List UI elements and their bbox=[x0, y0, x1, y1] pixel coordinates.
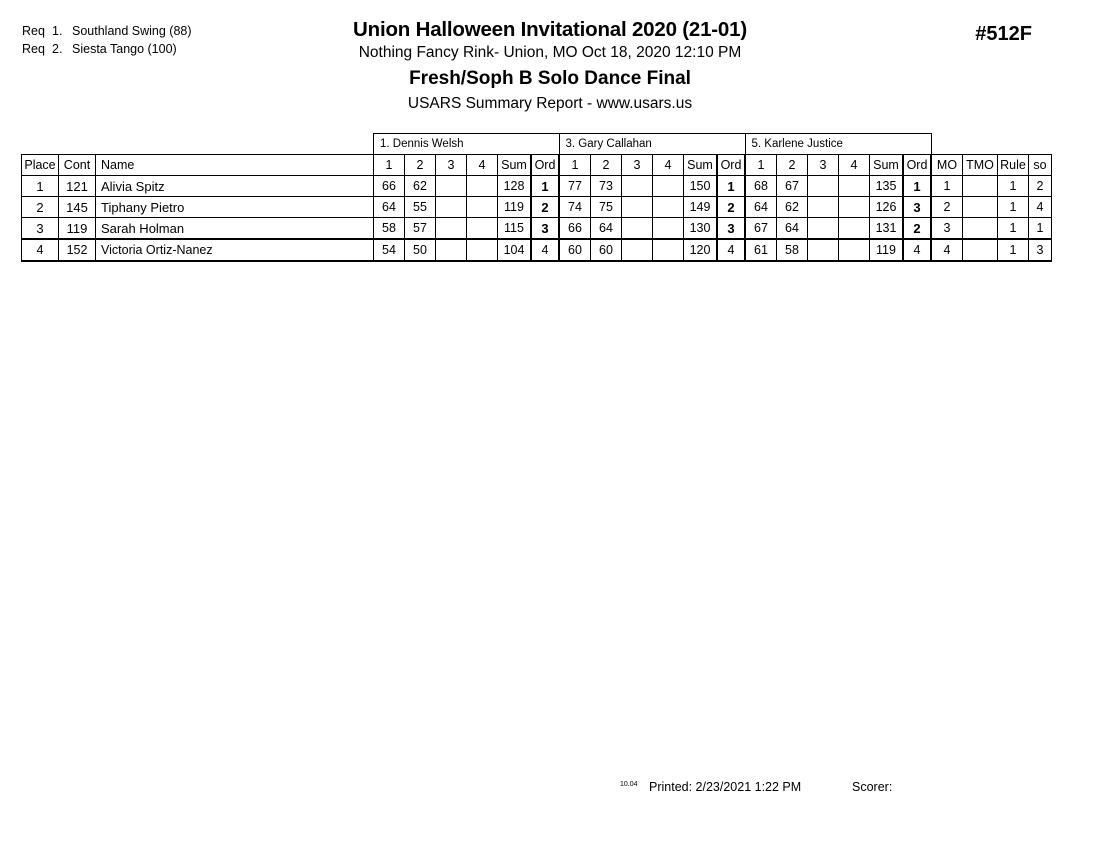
cell-so: 2 bbox=[1029, 176, 1052, 197]
cell-tmo bbox=[963, 239, 998, 261]
header-j1-dance3: 3 bbox=[436, 155, 467, 176]
judge-3-name: 5. Karlene Justice bbox=[745, 134, 931, 155]
cell-place: 3 bbox=[22, 218, 59, 240]
cell-j1-d3 bbox=[436, 239, 467, 261]
cell-j1-d2: 57 bbox=[405, 218, 436, 240]
cell-so: 3 bbox=[1029, 239, 1052, 261]
cell-mo: 3 bbox=[931, 218, 963, 240]
cell-cont: 152 bbox=[59, 239, 96, 261]
cell-j1-d4 bbox=[467, 218, 498, 240]
cell-j2-d4 bbox=[653, 176, 684, 197]
cell-j3-d1: 61 bbox=[745, 239, 777, 261]
cell-j2-ord: 4 bbox=[717, 239, 745, 261]
scorer-label: Scorer: bbox=[852, 780, 893, 794]
cell-j2-sum: 130 bbox=[684, 218, 718, 240]
cell-j3-ord: 1 bbox=[903, 176, 931, 197]
cell-j3-d2: 58 bbox=[777, 239, 808, 261]
cell-j2-sum: 150 bbox=[684, 176, 718, 197]
cell-rule: 1 bbox=[998, 218, 1029, 240]
header-rule: Rule bbox=[998, 155, 1029, 176]
cell-j3-sum: 126 bbox=[870, 197, 904, 218]
cell-place: 4 bbox=[22, 239, 59, 261]
cell-j2-sum: 120 bbox=[684, 239, 718, 261]
cell-j2-d1: 66 bbox=[559, 218, 591, 240]
cell-j3-d4 bbox=[839, 239, 870, 261]
results-table bbox=[21, 133, 1052, 262]
table-row bbox=[22, 176, 1052, 197]
cell-j2-d2: 75 bbox=[591, 197, 622, 218]
cell-j2-d3 bbox=[622, 176, 653, 197]
cell-name: Alivia Spitz bbox=[96, 176, 374, 197]
cell-j3-d2: 67 bbox=[777, 176, 808, 197]
judge-band-spacer bbox=[963, 134, 998, 155]
event-title: Fresh/Soph B Solo Dance Final bbox=[409, 68, 691, 89]
cell-j1-ord: 1 bbox=[531, 176, 559, 197]
cell-tmo bbox=[963, 197, 998, 218]
cell-j1-d3 bbox=[436, 218, 467, 240]
cell-j3-ord: 2 bbox=[903, 218, 931, 240]
table-row bbox=[22, 239, 1052, 261]
cell-j1-d4 bbox=[467, 239, 498, 261]
cell-j3-d1: 64 bbox=[745, 197, 777, 218]
cell-j2-d2: 60 bbox=[591, 239, 622, 261]
cell-j2-d2: 64 bbox=[591, 218, 622, 240]
cell-j1-d1: 54 bbox=[374, 239, 405, 261]
cell-name: Sarah Holman bbox=[96, 218, 374, 240]
header-j2-ord: Ord bbox=[717, 155, 745, 176]
cell-j2-d3 bbox=[622, 239, 653, 261]
cell-j2-d2: 73 bbox=[591, 176, 622, 197]
cell-j3-d4 bbox=[839, 218, 870, 240]
cell-name: Tiphany Pietro bbox=[96, 197, 374, 218]
cell-j3-d3 bbox=[808, 176, 839, 197]
header-j3-sum: Sum bbox=[870, 155, 904, 176]
cell-j3-d4 bbox=[839, 197, 870, 218]
header-j2-dance2: 2 bbox=[591, 155, 622, 176]
cell-rule: 1 bbox=[998, 239, 1029, 261]
cell-j2-d4 bbox=[653, 239, 684, 261]
judge-band-spacer bbox=[1029, 134, 1052, 155]
cell-rule: 1 bbox=[998, 197, 1029, 218]
header-j3-dance2: 2 bbox=[777, 155, 808, 176]
cell-j2-sum: 149 bbox=[684, 197, 718, 218]
cell-j3-d3 bbox=[808, 239, 839, 261]
judge-band-spacer bbox=[22, 134, 59, 155]
header-j2-dance3: 3 bbox=[622, 155, 653, 176]
cell-rule: 1 bbox=[998, 176, 1029, 197]
header-j3-ord: Ord bbox=[903, 155, 931, 176]
cell-j1-ord: 3 bbox=[531, 218, 559, 240]
header-j1-sum: Sum bbox=[498, 155, 532, 176]
judge-2-name: 3. Gary Callahan bbox=[559, 134, 745, 155]
cell-j1-d1: 64 bbox=[374, 197, 405, 218]
header-j1-dance1: 1 bbox=[374, 155, 405, 176]
cell-j1-d1: 58 bbox=[374, 218, 405, 240]
cell-j2-d3 bbox=[622, 218, 653, 240]
cell-j1-ord: 2 bbox=[531, 197, 559, 218]
judge-band-spacer bbox=[931, 134, 963, 155]
header-cont: Cont bbox=[59, 155, 96, 176]
header-j1-dance2: 2 bbox=[405, 155, 436, 176]
cell-j2-d3 bbox=[622, 197, 653, 218]
cell-j1-sum: 104 bbox=[498, 239, 532, 261]
cell-j2-ord: 3 bbox=[717, 218, 745, 240]
header-j2-dance4: 4 bbox=[653, 155, 684, 176]
organization-line: USARS Summary Report - www.usars.us bbox=[407, 95, 693, 112]
header-mo: MO bbox=[931, 155, 963, 176]
cell-j1-sum: 119 bbox=[498, 197, 532, 218]
judge-header-row bbox=[22, 134, 1052, 155]
cell-j3-d2: 62 bbox=[777, 197, 808, 218]
cell-j1-d4 bbox=[467, 197, 498, 218]
cell-j1-d2: 55 bbox=[405, 197, 436, 218]
requirement-label: Req bbox=[22, 42, 45, 56]
cell-j3-sum: 131 bbox=[870, 218, 904, 240]
header-tmo: TMO bbox=[963, 155, 998, 176]
cell-j2-ord: 1 bbox=[717, 176, 745, 197]
header-j1-dance4: 4 bbox=[467, 155, 498, 176]
judge-1-name: 1. Dennis Welsh bbox=[374, 134, 560, 155]
cell-so: 4 bbox=[1029, 197, 1052, 218]
cell-cont: 121 bbox=[59, 176, 96, 197]
requirement-text: Southland Swing (88) bbox=[72, 24, 192, 38]
cell-j3-d1: 68 bbox=[745, 176, 777, 197]
cell-j3-d4 bbox=[839, 176, 870, 197]
cell-j3-d3 bbox=[808, 218, 839, 240]
table-row bbox=[22, 197, 1052, 218]
cell-j1-d3 bbox=[436, 176, 467, 197]
header-j3-dance1: 1 bbox=[745, 155, 777, 176]
header-j1-ord: Ord bbox=[531, 155, 559, 176]
table-row bbox=[22, 218, 1052, 240]
requirement-number: 2. bbox=[52, 42, 63, 56]
cell-place: 2 bbox=[22, 197, 59, 218]
printed-timestamp: Printed: 2/23/2021 1:22 PM bbox=[649, 780, 802, 794]
cell-j3-d1: 67 bbox=[745, 218, 777, 240]
requirement-label: Req bbox=[22, 24, 45, 38]
cell-j1-d2: 62 bbox=[405, 176, 436, 197]
cell-j2-ord: 2 bbox=[717, 197, 745, 218]
cell-j1-sum: 128 bbox=[498, 176, 532, 197]
cell-mo: 4 bbox=[931, 239, 963, 261]
header-j3-dance3: 3 bbox=[808, 155, 839, 176]
judge-band-spacer bbox=[59, 134, 96, 155]
cell-j2-d4 bbox=[653, 197, 684, 218]
cell-j3-d3 bbox=[808, 197, 839, 218]
requirement-text: Siesta Tango (100) bbox=[72, 42, 177, 56]
cell-j1-ord: 4 bbox=[531, 239, 559, 261]
cell-j2-d1: 60 bbox=[559, 239, 591, 261]
header-j2-sum: Sum bbox=[684, 155, 718, 176]
cell-j3-ord: 4 bbox=[903, 239, 931, 261]
cell-tmo bbox=[963, 176, 998, 197]
cell-mo: 2 bbox=[931, 197, 963, 218]
judge-band-spacer bbox=[998, 134, 1029, 155]
header-j3-dance4: 4 bbox=[839, 155, 870, 176]
cell-mo: 1 bbox=[931, 176, 963, 197]
cell-j1-d3 bbox=[436, 197, 467, 218]
cell-name: Victoria Ortiz-Nanez bbox=[96, 239, 374, 261]
header-place: Place bbox=[22, 155, 59, 176]
report-header bbox=[0, 18, 1100, 115]
header-j2-dance1: 1 bbox=[559, 155, 591, 176]
header-name: Name bbox=[96, 155, 374, 176]
cell-j3-ord: 3 bbox=[903, 197, 931, 218]
cell-j2-d4 bbox=[653, 218, 684, 240]
cell-j1-sum: 115 bbox=[498, 218, 532, 240]
cell-j2-d1: 74 bbox=[559, 197, 591, 218]
version-code: 10.04 bbox=[620, 781, 638, 788]
header-so: so bbox=[1029, 155, 1052, 176]
cell-j2-d1: 77 bbox=[559, 176, 591, 197]
competition-title: Union Halloween Invitational 2020 (21-01) bbox=[353, 18, 747, 41]
cell-cont: 145 bbox=[59, 197, 96, 218]
cell-j3-sum: 135 bbox=[870, 176, 904, 197]
cell-tmo bbox=[963, 218, 998, 240]
cell-j3-d2: 64 bbox=[777, 218, 808, 240]
column-header-row bbox=[22, 155, 1052, 176]
cell-so: 1 bbox=[1029, 218, 1052, 240]
cell-j1-d2: 50 bbox=[405, 239, 436, 261]
judge-band-spacer bbox=[96, 134, 374, 155]
cell-cont: 119 bbox=[59, 218, 96, 240]
cell-j1-d1: 66 bbox=[374, 176, 405, 197]
venue-line: Nothing Fancy Rink- Union, MO Oct 18, 2020 12:10 PM bbox=[358, 44, 742, 61]
event-code: #512F bbox=[975, 23, 1032, 45]
cell-place: 1 bbox=[22, 176, 59, 197]
cell-j1-d4 bbox=[467, 176, 498, 197]
cell-j3-sum: 119 bbox=[870, 239, 904, 261]
results-table-wrapper bbox=[21, 133, 1052, 262]
requirement-number: 1. bbox=[52, 24, 63, 38]
